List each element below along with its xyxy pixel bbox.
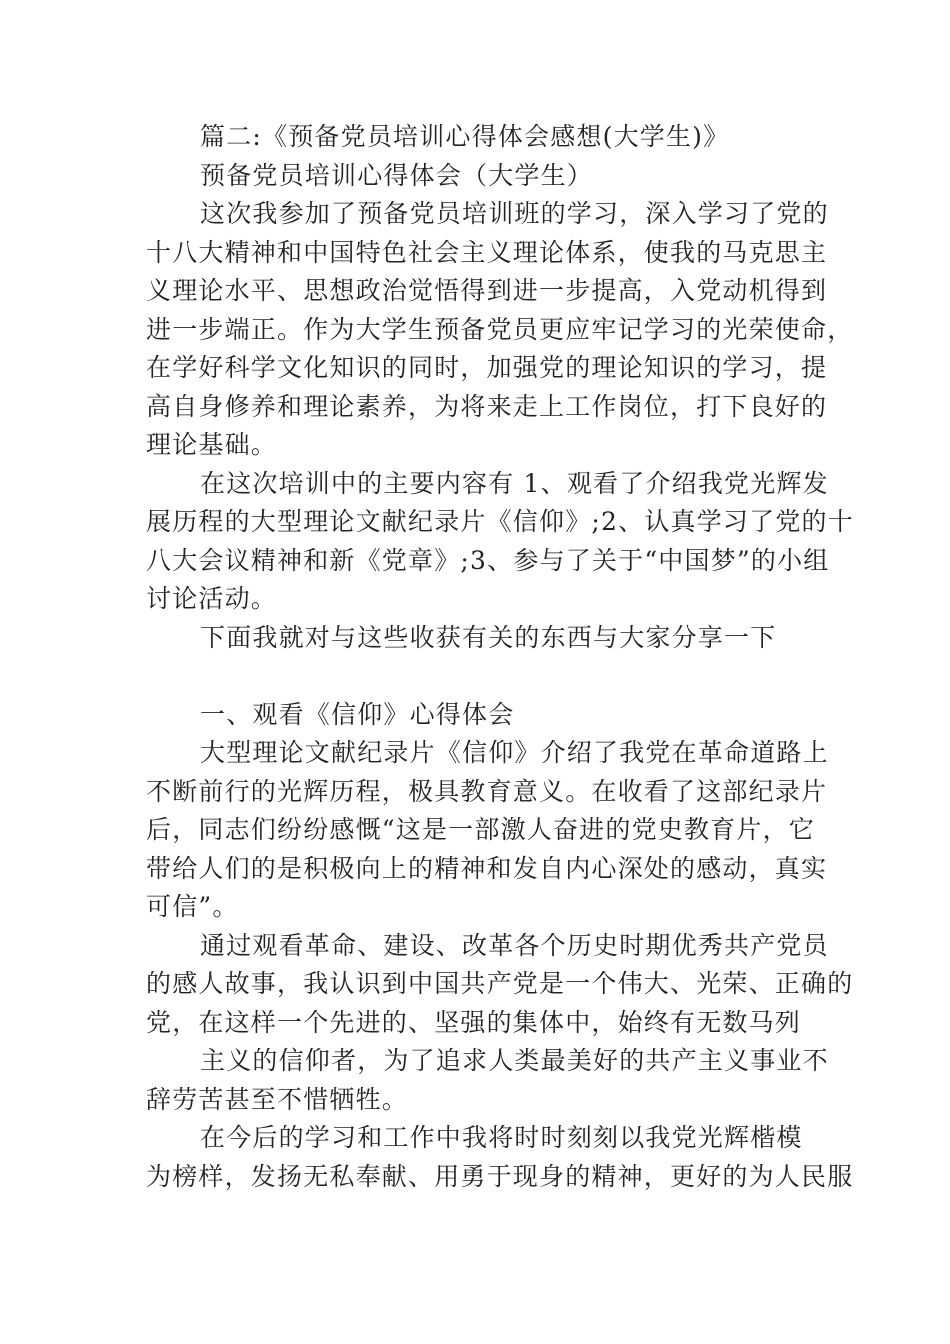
paragraph-line: 不断前行的光辉历程，极具教育意义。在收看了这部纪录片 bbox=[146, 776, 828, 806]
paragraph-line: 展历程的大型理论文献纪录片《信仰》;2、认真学习了党的十 bbox=[146, 507, 854, 536]
paragraph-line: 带给人们的是积极向上的精神和发自内心深处的感动，真实 bbox=[146, 853, 828, 883]
paragraph-6 bbox=[146, 1042, 829, 1119]
document-body bbox=[146, 118, 854, 1196]
blank-line bbox=[146, 657, 811, 696]
paragraph-line: 十八大精神和中国特色社会主义理论体系，使我的马克思主 bbox=[146, 237, 828, 267]
paragraph-7 bbox=[146, 1119, 854, 1196]
paragraph-line: 讨论活动。 bbox=[146, 584, 278, 613]
paragraph-line: 可信”。 bbox=[146, 892, 239, 921]
paragraph-line: 大型理论文献纪录片《信仰》介绍了我党在革命道路上 bbox=[200, 738, 829, 767]
paragraph-line: 主义的信仰者，为了追求人类最美好的共产主义事业不 bbox=[200, 1046, 829, 1075]
document-subtitle: 预备党员培训心得体会（大学生） bbox=[200, 160, 594, 190]
paragraph-line: 这次我参加了预备党员培训班的学习，深入学习了党的 bbox=[200, 199, 829, 228]
document-title: 篇二:《预备党员培训心得体会感想(大学生)》 bbox=[200, 122, 730, 151]
section-heading: 一、观看《信仰》心得体会 bbox=[200, 699, 515, 729]
paragraph-3: 下面我就对与这些收获有关的东西与大家分享一下 bbox=[200, 622, 777, 652]
paragraph-line: 在这次培训中的主要内容有 1、观看了介绍我党光辉发 bbox=[200, 468, 829, 498]
paragraph-line: 党，在这样一个先进的、坚强的集体中，始终有无数马列 bbox=[146, 1007, 802, 1037]
paragraph-1 bbox=[146, 195, 854, 465]
paragraph-line: 八大会议精神和新《党章》;3、参与了关于“中国梦”的小组 bbox=[146, 545, 830, 575]
paragraph-line: 在学好科学文化知识的同时，加强党的理论知识的学习，提 bbox=[146, 353, 828, 382]
paragraph-line: 通过观看革命、建设、改革各个历史时期优秀共产党员 bbox=[200, 930, 829, 960]
paragraph-line: 在今后的学习和工作中我将时时刻刻以我党光辉楷模 bbox=[200, 1123, 803, 1152]
paragraph-line: 高自身修养和理论素养，为将来走上工作岗位，打下良好的 bbox=[146, 391, 828, 421]
paragraph-line: 理论基础。 bbox=[146, 430, 278, 459]
paragraph-2 bbox=[146, 465, 854, 619]
paragraph-line: 的感人故事，我认识到中国共产党是一个伟大、光荣、正确的 bbox=[146, 969, 854, 998]
paragraph-line: 为榜样，发扬无私奉献、用勇于现身的精神，更好的为人民服 bbox=[146, 1161, 854, 1191]
paragraph-4 bbox=[146, 734, 829, 927]
paragraph-line: 后，同志们纷纷感慨“这是一部激人奋进的党史教育片，它 bbox=[146, 815, 815, 844]
paragraph-line: 辞劳苦甚至不惜牺牲。 bbox=[146, 1084, 409, 1114]
paragraph-line: 义理论水平、思想政治觉悟得到进一步提高，入党动机得到 bbox=[146, 276, 828, 305]
paragraph-5 bbox=[146, 927, 854, 1043]
paragraph-line: 进一步端正。作为大学生预备党员更应牢记学习的光荣使命， bbox=[146, 314, 854, 344]
